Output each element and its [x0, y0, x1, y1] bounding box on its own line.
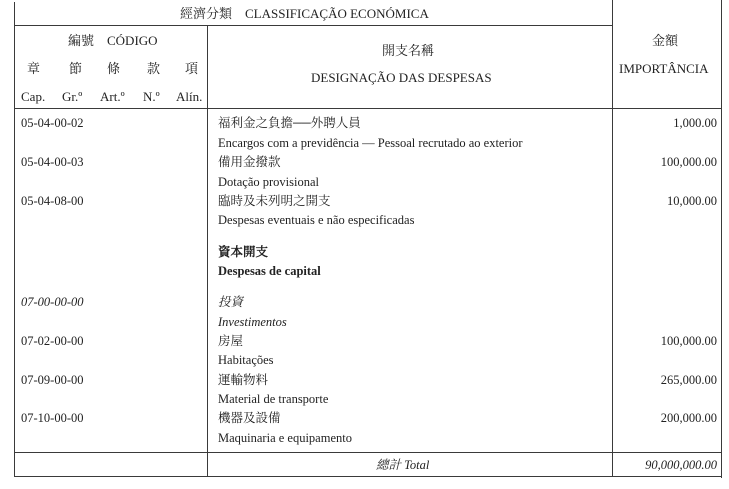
- header-rule-classification: [14, 25, 613, 26]
- code-col-cn-number: 款: [147, 61, 161, 76]
- row-amount: 265,000.00: [660, 373, 717, 387]
- table-bottom-border: [14, 476, 722, 477]
- row-code: 05-04-00-02: [21, 116, 84, 130]
- row-amount: 100,000.00: [660, 155, 717, 169]
- divider-code-designation: [207, 25, 208, 477]
- table-left-border: [14, 2, 15, 476]
- row-code: 07-00-00-00: [21, 295, 84, 309]
- row-designation-cn: 運輸物料: [218, 373, 269, 387]
- row-designation-cn: 備用金撥款: [218, 155, 281, 169]
- designation-header-pt: DESIGNAÇÃO DAS DESPESAS: [311, 70, 492, 85]
- row-code: 07-02-00-00: [21, 334, 84, 348]
- row-code: 07-09-00-00: [21, 373, 84, 387]
- row-designation-pt: Encargos com a previdência — Pessoal recrutado ao exterior: [218, 136, 523, 150]
- total-rule: [14, 452, 722, 453]
- code-col-cn-group: 節: [69, 61, 83, 76]
- row-designation-cn: 福利金之負擔──外聘人員: [218, 116, 361, 130]
- row-designation-pt: Dotação provisional: [218, 175, 320, 189]
- amount-header-cn: 金額: [652, 33, 679, 48]
- table-right-border: [721, 0, 722, 478]
- code-col-cn-alinea: 項: [185, 61, 199, 76]
- row-designation-cn: 房屋: [218, 334, 244, 348]
- code-col-cn-article: 條: [107, 61, 121, 76]
- row-designation-cn: 機器及設備: [218, 411, 281, 425]
- code-col-pt-chapter: Cap.: [21, 89, 46, 104]
- row-designation-cn: 臨時及未列明之開支: [218, 194, 331, 208]
- total-label: 總計 Total: [376, 458, 430, 472]
- row-amount: 100,000.00: [660, 334, 717, 348]
- code-col-pt-article: Art.º: [100, 89, 125, 104]
- section-heading-pt: Despesas de capital: [218, 264, 321, 278]
- row-designation-pt: Investimentos: [218, 315, 287, 329]
- code-col-cn-chapter: 章: [27, 61, 41, 76]
- row-amount: 1,000.00: [673, 116, 717, 130]
- row-designation-pt: Maquinaria e equipamento: [218, 431, 352, 445]
- section-heading-cn: 資本開支: [218, 245, 269, 259]
- amount-header-pt: IMPORTÂNCIA: [619, 61, 709, 76]
- header-bottom-rule: [14, 108, 722, 109]
- code-header: 編號 CÓDIGO: [68, 33, 158, 48]
- row-amount: 200,000.00: [660, 411, 717, 425]
- classification-header: 經濟分類 CLASSIFICAÇÃO ECONÓMICA: [180, 6, 429, 21]
- row-code: 05-04-08-00: [21, 194, 84, 208]
- row-designation-cn: 投資: [218, 295, 244, 309]
- row-amount: 10,000.00: [667, 194, 717, 208]
- code-col-pt-alinea: Alín.: [176, 89, 203, 104]
- total-amount: 90,000,000.00: [645, 458, 717, 472]
- row-code: 05-04-00-03: [21, 155, 84, 169]
- row-code: 07-10-00-00: [21, 411, 84, 425]
- designation-header-cn: 開支名稱: [382, 43, 435, 58]
- row-designation-pt: Material de transporte: [218, 392, 329, 406]
- code-col-pt-number: N.º: [143, 89, 160, 104]
- row-designation-pt: Habitações: [218, 353, 274, 367]
- divider-designation-amount: [612, 0, 613, 477]
- code-col-pt-group: Gr.º: [62, 89, 83, 104]
- row-designation-pt: Despesas eventuais e não especificadas: [218, 213, 415, 227]
